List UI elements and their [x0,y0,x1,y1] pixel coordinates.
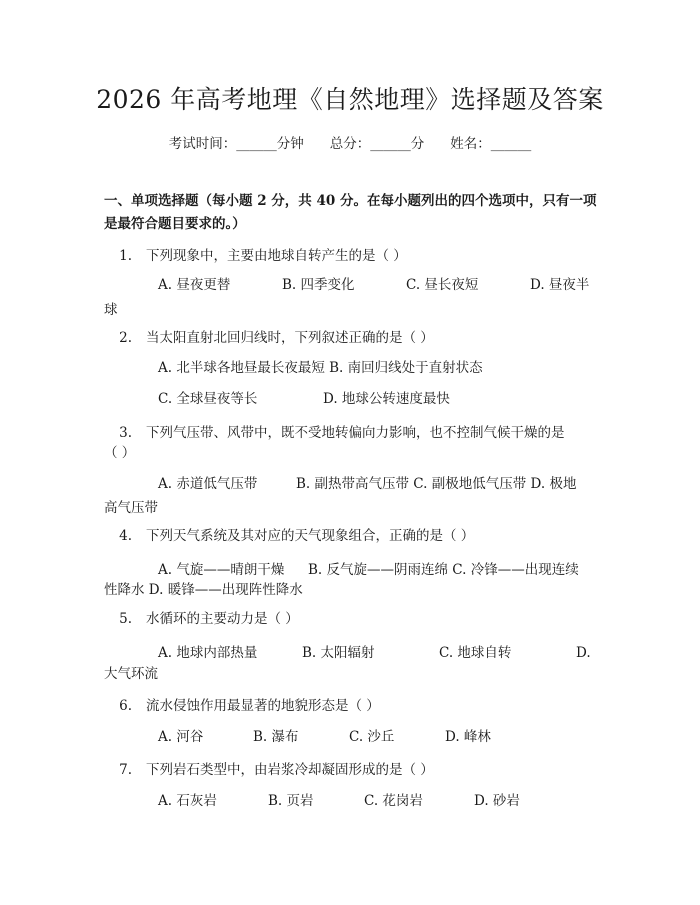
question-number: 6. [119,698,132,714]
option-a-b: A. 北半球各地昼最长夜最短 B. 南回归线处于直射状态 [158,360,483,376]
question-7-options [104,788,600,815]
section-heading [104,190,604,236]
question-4-stem [104,523,600,549]
exam-score: 总分：______分 [329,136,425,152]
question-7-stem [104,757,600,783]
option-c: C. 地球自转 [439,645,512,661]
option-c: C. 昼长夜短 [406,277,479,293]
option-a: A. 河谷 [158,729,204,745]
page-title: 2026 年高考地理《自然地理》选择题及答案 [96,85,604,114]
exam-meta [0,132,700,152]
question-3-wrap: 高气压带 [104,500,158,516]
question-1-wrap: 球 [104,302,118,318]
question-text: 下列天气系统及其对应的天气现象组合，正确的是（ ） [146,528,475,544]
option-b: B. 页岩 [268,793,314,809]
option-c: C. 花岗岩 [364,793,423,809]
option-c: C. 沙丘 [349,729,395,745]
question-text: 下列岩石类型中，由岩浆冷却凝固形成的是（ ） [146,762,434,778]
option-d: D. 昼夜半 [530,277,590,293]
exam-time: 考试时间：______分钟 [168,136,304,152]
question-number: 3. [119,425,132,441]
option-a: A. 地球内部热量 [158,645,258,661]
question-1-options [104,272,600,299]
option-d: D. 砂岩 [474,793,520,809]
section-heading-line1: 一、单项选择题（每小题 2 分，共 40 分。在每小题列出的四个选项中，只有一项 [104,193,597,209]
option-d: D. 峰林 [445,729,491,745]
question-text: 当太阳直射北回归线时，下列叙述正确的是（ ） [146,330,434,346]
option-d: D. 地球公转速度最快 [323,391,450,407]
question-text: 下列现象中，主要由地球自转产生的是（ ） [146,248,407,264]
question-number: 5. [119,611,132,627]
option-a: A. 赤道低气压带 [158,476,258,492]
option-b: B. 瀑布 [253,729,299,745]
question-text: 流水侵蚀作用最显著的地貌形态是（ ） [146,698,380,714]
option-a: A. 石灰岩 [158,793,217,809]
question-2-options-row2 [104,386,600,413]
question-text: 下列气压带、风带中，既不受地转偏向力影响，也不控制气候干燥的是 [146,425,565,441]
exam-name: 姓名：______ [450,136,532,152]
question-2-options-row1 [104,355,600,382]
question-5-wrap: 大气环流 [104,666,158,682]
question-text: 水循环的主要动力是（ ） [146,611,299,627]
question-2-stem [104,325,600,351]
section-heading-line2: 是最符合题目要求的。） [104,216,246,232]
option-b: B. 四季变化 [282,277,355,293]
question-5-stem [104,606,600,632]
question-1-stem [104,243,600,269]
option-b-c: B. 反气旋——阴雨连绵 C. 冷锋——出现连续 [308,562,579,578]
question-number: 7. [119,762,132,778]
question-3-options [104,471,600,498]
question-4-wrap: 性降水 D. 暖锋——出现阵性降水 [104,582,303,598]
option-b: B. 太阳辐射 [302,645,375,661]
option-d: D. [576,645,591,661]
question-number: 1. [119,248,132,264]
option-a: A. 昼夜更替 [158,277,231,293]
option-c: C. 全球昼夜等长 [158,391,258,407]
question-number: 4. [119,528,132,544]
question-number: 2. [119,330,132,346]
question-6-stem [104,693,600,719]
option-a: A. 气旋——晴朗干燥 [158,562,285,578]
question-6-options [104,724,600,751]
option-b-c-d: B. 副热带高气压带 C. 副极地低气压带 D. 极地 [296,476,577,492]
question-3-stem-wrap: （ ） [104,445,136,461]
